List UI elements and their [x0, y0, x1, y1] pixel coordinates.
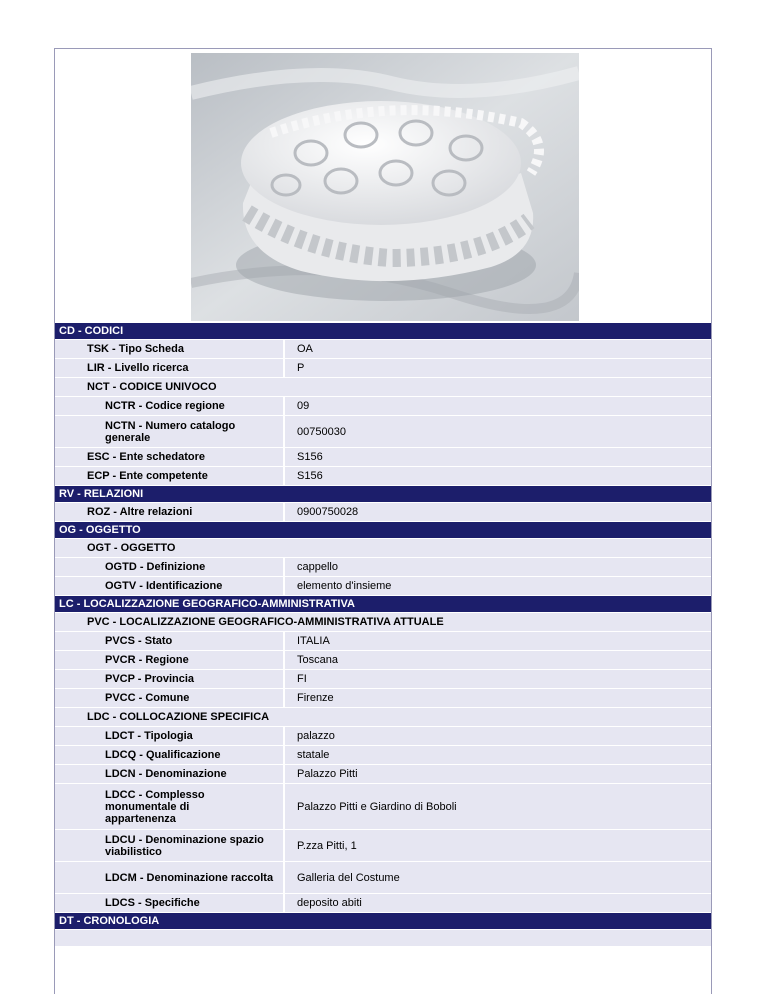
field-value: FI: [297, 673, 307, 685]
field-row: [55, 416, 711, 448]
field-row: [55, 670, 711, 689]
field-row: [55, 784, 711, 830]
field-row: [55, 689, 711, 708]
field-label: LDCC - Complesso monumentale di appartenenza: [55, 784, 285, 829]
field-label: NCTR - Codice regione: [55, 397, 285, 415]
field-label: LDCN - Denominazione: [55, 765, 285, 783]
field-row: [55, 340, 711, 359]
field-row: [55, 467, 711, 486]
field-label: ESC - Ente schedatore: [55, 448, 285, 466]
field-label: ECP - Ente competente: [55, 467, 285, 485]
field-value: cappello: [297, 561, 338, 573]
field-value: OA: [297, 343, 313, 355]
section-header: LC - LOCALIZZAZIONE GEOGRAFICO-AMMINISTRATIVA: [55, 596, 711, 613]
field-value: elemento d'insieme: [297, 580, 392, 592]
field-value: P.zza Pitti, 1: [297, 839, 357, 852]
subsection-header: LDC - COLLOCAZIONE SPECIFICA: [55, 708, 711, 727]
field-value: Palazzo Pitti e Giardino di Boboli: [297, 800, 457, 813]
field-value: 0900750028: [297, 506, 359, 518]
field-value: P: [297, 362, 305, 374]
field-value: Toscana: [297, 654, 338, 666]
field-row: [55, 862, 711, 894]
object-photo: [191, 53, 579, 321]
field-row: [55, 894, 711, 913]
field-row: [55, 727, 711, 746]
field-row: [55, 632, 711, 651]
section-header: DT - CRONOLOGIA: [55, 913, 711, 930]
field-row: [55, 503, 711, 522]
field-label: LIR - Livello ricerca: [55, 359, 285, 377]
field-value: Firenze: [297, 692, 334, 704]
field-label: LDCM - Denominazione raccolta: [55, 862, 285, 893]
field-row: [55, 558, 711, 577]
field-label: OGTD - Definizione: [55, 558, 285, 576]
field-value: S156: [297, 470, 323, 482]
field-row: [55, 746, 711, 765]
field-row: [55, 397, 711, 416]
record-table: [55, 323, 711, 946]
field-label: PVCR - Regione: [55, 651, 285, 669]
subsection-header: PVC - LOCALIZZAZIONE GEOGRAFICO-AMMINISTRATIVA ATTUALE: [55, 613, 711, 632]
field-row: [55, 577, 711, 596]
field-label: LDCS - Specifiche: [55, 894, 285, 912]
field-label: LDCU - Denominazione spazio viabilistico: [55, 830, 285, 861]
field-value: palazzo: [297, 730, 335, 742]
field-label: PVCP - Provincia: [55, 670, 285, 688]
field-label: OGTV - Identificazione: [55, 577, 285, 595]
field-label: PVCS - Stato: [55, 632, 285, 650]
field-value: Palazzo Pitti: [297, 768, 358, 780]
field-value: statale: [297, 749, 330, 761]
field-value: deposito abiti: [297, 897, 362, 909]
field-value: 09: [297, 400, 310, 412]
hat-image: [191, 53, 579, 321]
field-value: S156: [297, 451, 323, 463]
catalog-card: [54, 48, 712, 994]
field-row: [55, 765, 711, 784]
field-row: [55, 359, 711, 378]
field-label: PVCC - Comune: [55, 689, 285, 707]
section-header: CD - CODICI: [55, 323, 711, 340]
field-value: 00750030: [297, 425, 346, 438]
field-value: ITALIA: [297, 635, 330, 647]
field-label: NCTN - Numero catalogo generale: [55, 416, 285, 447]
field-label: TSK - Tipo Scheda: [55, 340, 285, 358]
subsection-header: NCT - CODICE UNIVOCO: [55, 378, 711, 397]
field-label: LDCQ - Qualificazione: [55, 746, 285, 764]
field-row: [55, 448, 711, 467]
section-header: OG - OGGETTO: [55, 522, 711, 539]
field-value: Galleria del Costume: [297, 871, 400, 884]
field-row: [55, 830, 711, 862]
field-label: LDCT - Tipologia: [55, 727, 285, 745]
table-continuation: [55, 930, 711, 946]
field-label: ROZ - Altre relazioni: [55, 503, 285, 521]
section-header: RV - RELAZIONI: [55, 486, 711, 503]
subsection-header: OGT - OGGETTO: [55, 539, 711, 558]
field-row: [55, 651, 711, 670]
